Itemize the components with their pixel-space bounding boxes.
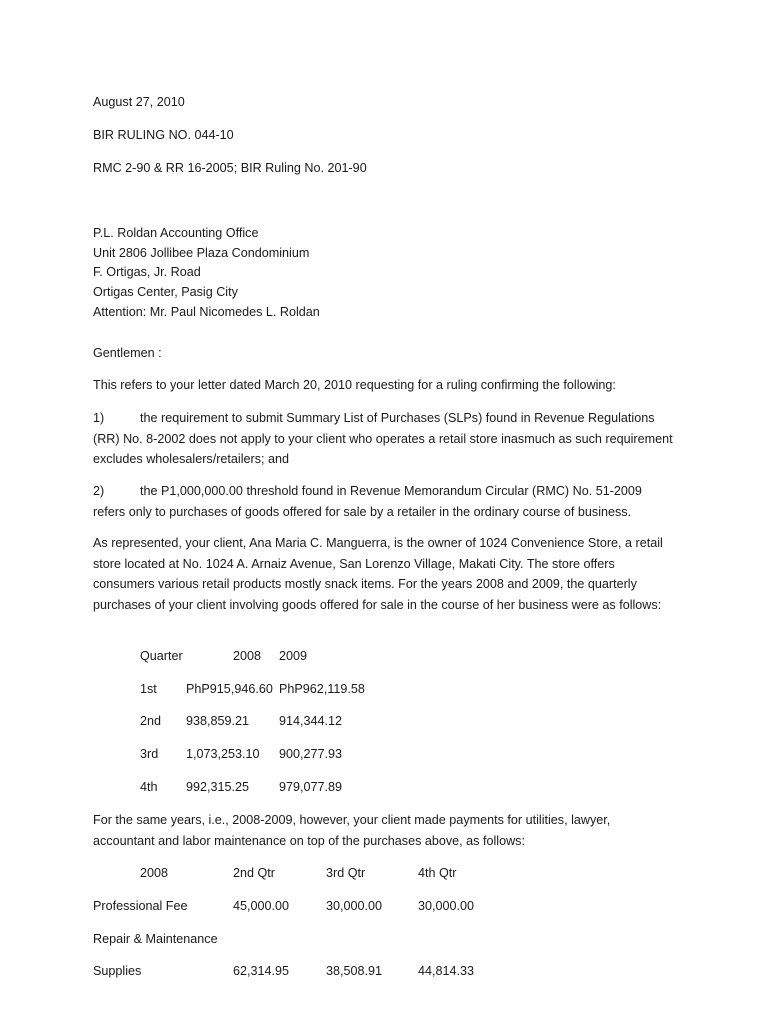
payments-row-3-4th-qtr: 44,814.33 xyxy=(418,964,475,978)
purchases-row-2-2009: 914,344.12 xyxy=(279,714,343,728)
purchases-row-3-quarter: 3rd xyxy=(140,747,159,761)
purchases-row-2-2008: 938,859.21 xyxy=(186,714,250,728)
address-line-2: Unit 2806 Jollibee Plaza Condominium xyxy=(93,246,310,260)
address-line-3: F. Ortigas, Jr. Road xyxy=(93,265,201,279)
purchases-row-1-2009: PhP962,119.58 xyxy=(279,682,365,696)
same-years-paragraph: For the same years, i.e., 2008-2009, however, your client made payments for utilities, lawyer, accountant and labor maintenance on top of the purchases above, as follows: xyxy=(93,813,611,848)
item-2 xyxy=(93,481,673,522)
payments-header-2nd-qtr: 2nd Qtr xyxy=(233,866,275,880)
purchases-header-2009: 2009 xyxy=(279,649,308,663)
purchases-row-4-quarter: 4th xyxy=(140,780,158,794)
purchases-row-3-2009: 900,277.93 xyxy=(279,747,343,761)
payments-header-3rd-qtr: 3rd Qtr xyxy=(326,866,366,880)
item-2-number: 2) xyxy=(93,484,105,498)
item-2-text: the P1,000,000.00 threshold found in Revenue Memorandum Circular (RMC) No. 51-2009 refers only to purchases of goods offered for sale by a retailer in the ordinary course of business. xyxy=(93,484,642,519)
purchases-row-2-quarter: 2nd xyxy=(140,714,162,728)
purchases-row-1-quarter: 1st xyxy=(140,682,157,696)
ruling-number: BIR RULING NO. 044-10 xyxy=(93,128,234,142)
references: RMC 2-90 & RR 16-2005; BIR Ruling No. 201-90 xyxy=(93,161,367,175)
item-1 xyxy=(93,408,673,470)
intro-paragraph: This refers to your letter dated March 20, 2010 requesting for a ruling confirming the following: xyxy=(93,378,616,392)
payments-row-3-2nd-qtr: 62,314.95 xyxy=(233,964,290,978)
payments-row-1-label: Professional Fee xyxy=(93,899,188,913)
purchases-row-1-2008: PhP915,946.60 xyxy=(186,682,273,696)
purchases-header-2008: 2008 xyxy=(233,649,262,663)
payments-header-year: 2008 xyxy=(140,866,169,880)
payments-row-1-4th-qtr: 30,000.00 xyxy=(418,899,475,913)
payments-row-3-3rd-qtr: 38,508.91 xyxy=(326,964,383,978)
purchases-row-3-2008: 1,073,253.10 xyxy=(186,747,260,761)
payments-header-4th-qtr: 4th Qtr xyxy=(418,866,457,880)
item-1-number: 1) xyxy=(93,411,105,425)
payments-row-1-3rd-qtr: 30,000.00 xyxy=(326,899,383,913)
purchases-row-4-2008: 992,315.25 xyxy=(186,780,250,794)
attention-line: Attention: Mr. Paul Nicomedes L. Roldan xyxy=(93,305,320,319)
payments-row-3-label: Supplies xyxy=(93,964,142,978)
payments-row-2-label: Repair & Maintenance xyxy=(93,932,218,946)
letter-date: August 27, 2010 xyxy=(93,95,185,109)
purchases-header-quarter: Quarter xyxy=(140,649,183,663)
represented-paragraph: As represented, your client, Ana Maria C. Manguerra, is the owner of 1024 Convenience Store, a retail store located at No. 1024 A. Arnaiz Avenue, San Lorenzo Village, Makati City. The store offers consumers various retail products mostly snack items. For the years 2008 and 2009, the quarterly purchases of your client involving goods offered for sale in the course of her business were as follows: xyxy=(93,536,663,612)
item-1-text: the requirement to submit Summary List of Purchases (SLPs) found in Revenue Regulations (RR) No. 8-2002 does not apply to your client who operates a retail store inasmuch as such requirement excludes wholesalers/retailers; and xyxy=(93,411,673,466)
salutation: Gentlemen : xyxy=(93,346,162,360)
address-line-1: P.L. Roldan Accounting Office xyxy=(93,226,259,240)
address-line-4: Ortigas Center, Pasig City xyxy=(93,285,238,299)
payments-row-1-2nd-qtr: 45,000.00 xyxy=(233,899,290,913)
purchases-row-4-2009: 979,077.89 xyxy=(279,780,343,794)
